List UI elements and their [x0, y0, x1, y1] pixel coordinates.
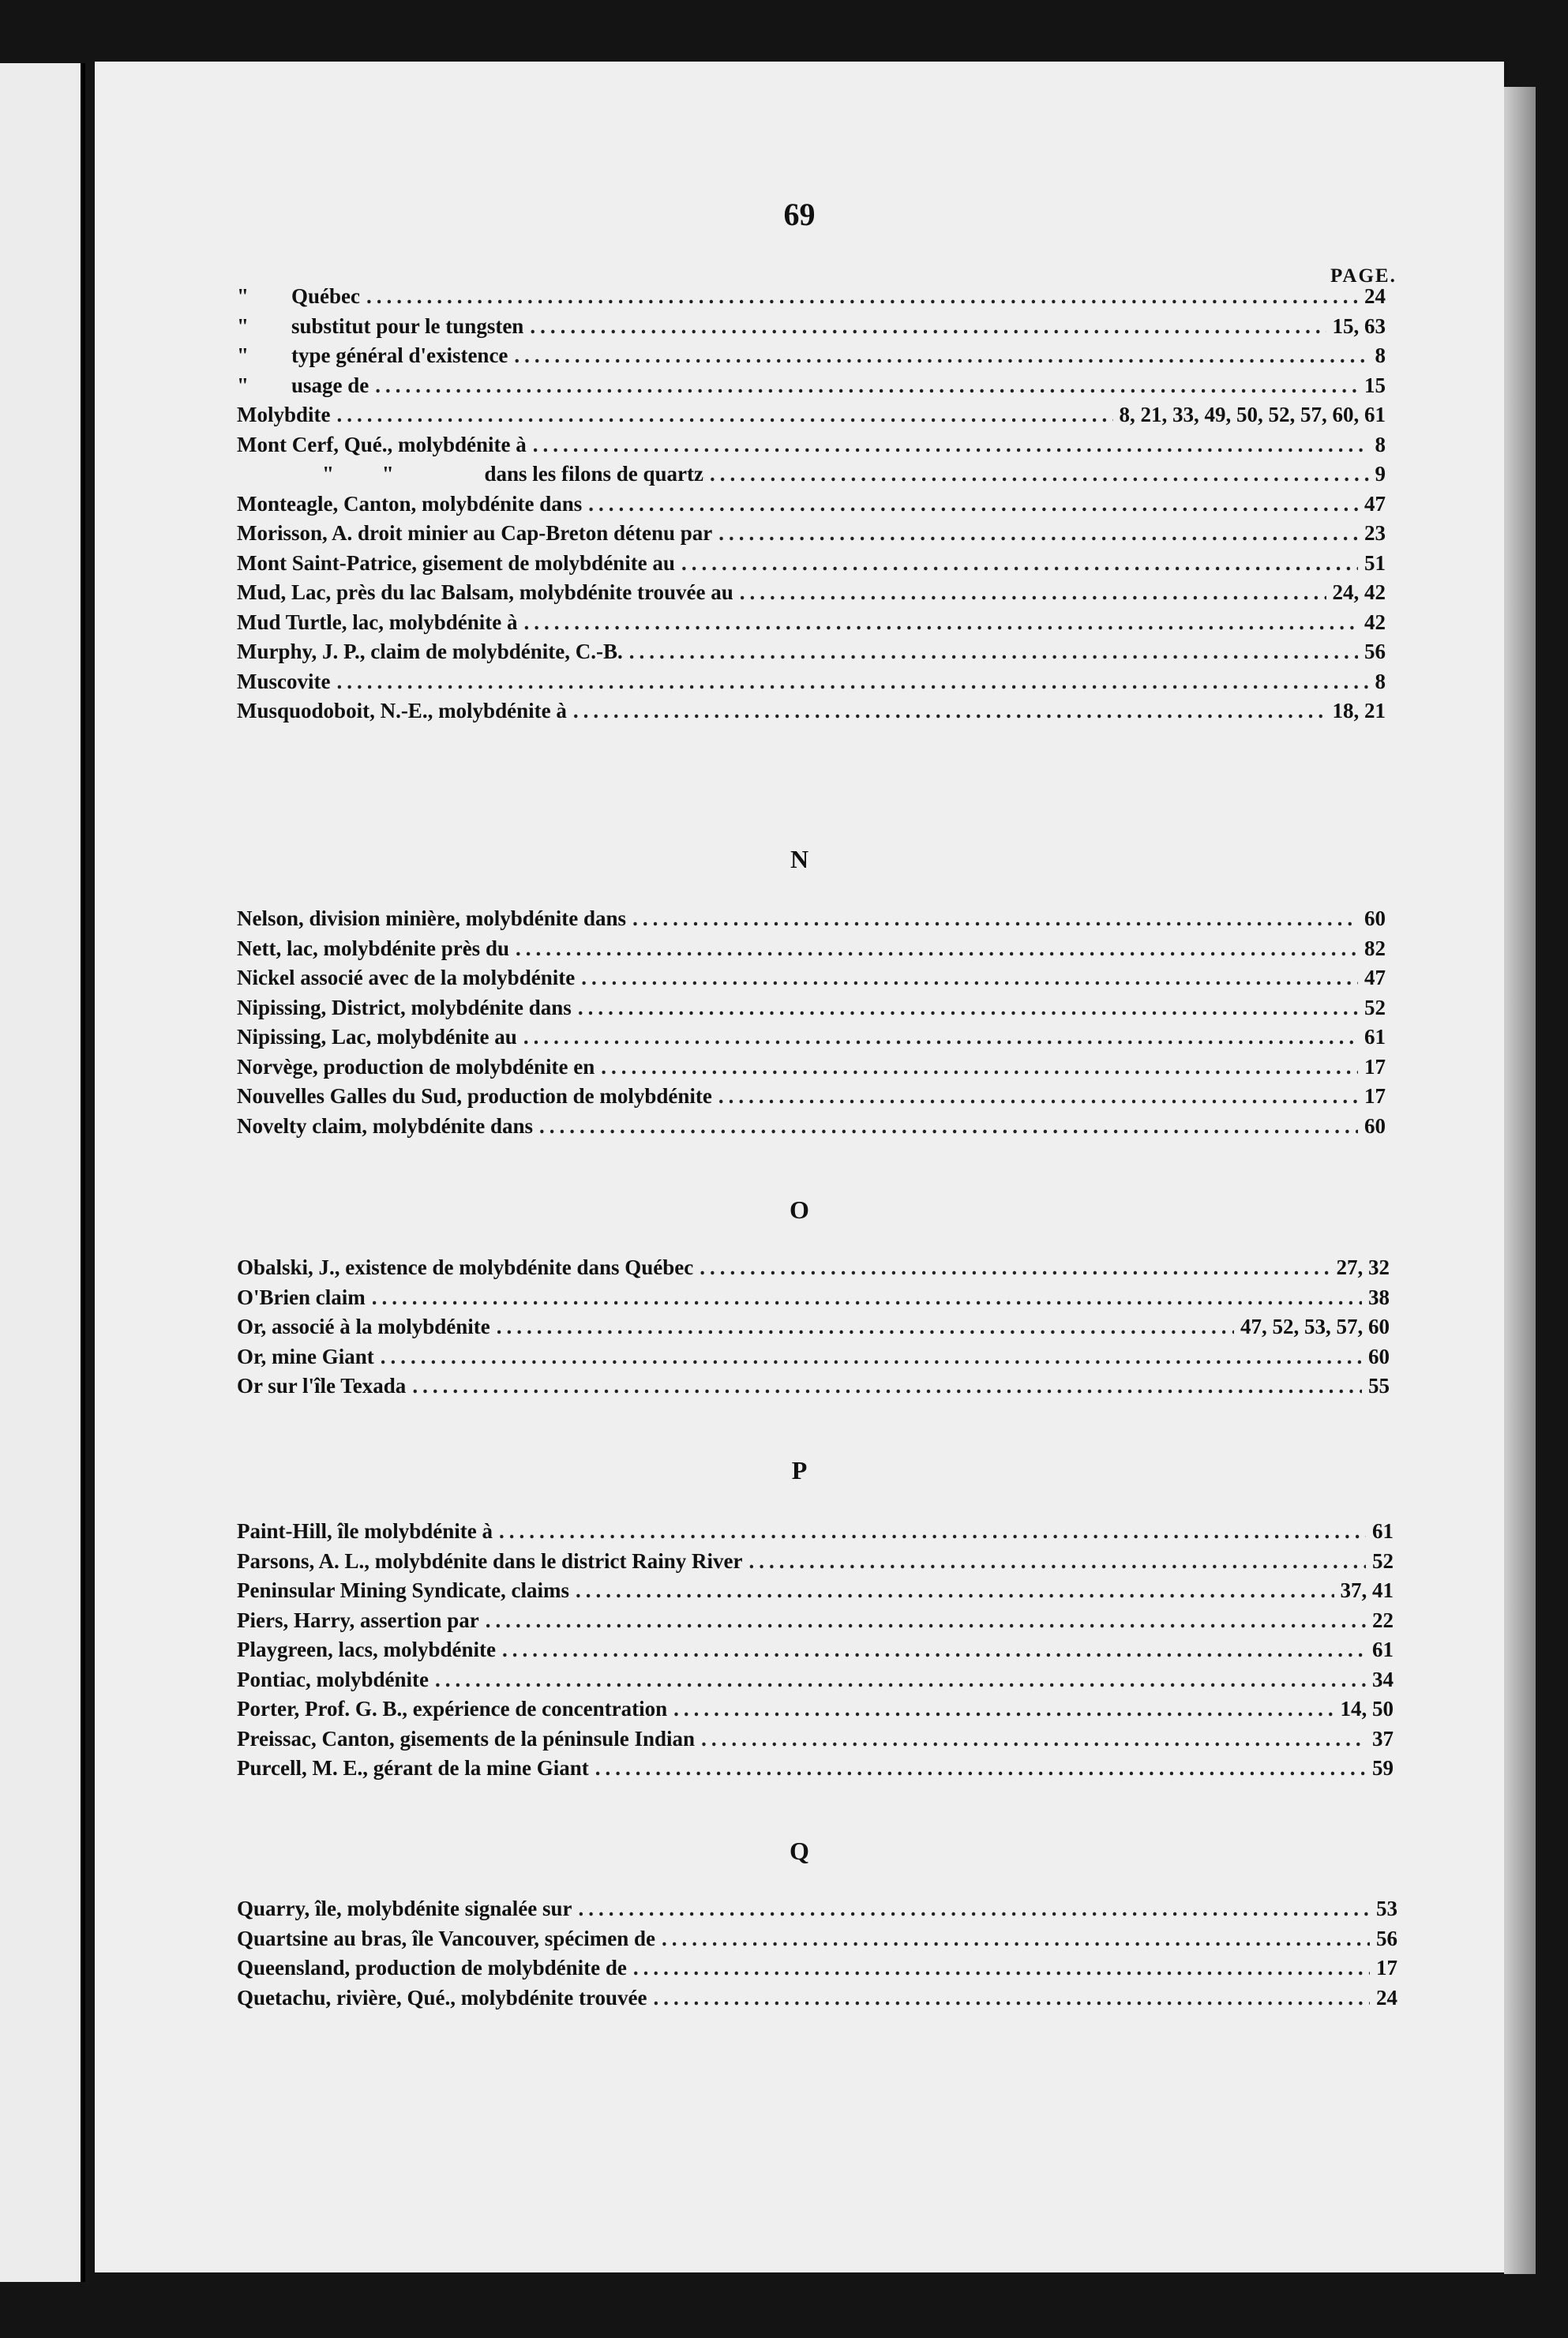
index-section-q [237, 1897, 1397, 2015]
entry-page: 17 [1364, 1084, 1386, 1108]
entry-text: Queensland, production de molybdénite de [237, 1956, 627, 1980]
entry-text: Or, associé à la molybdénite [237, 1315, 490, 1338]
dot-leader [366, 284, 1358, 309]
index-entry [237, 521, 1386, 551]
entry-text: Preissac, Canton, gisements de la péninsule Indian [237, 1726, 696, 1751]
entry-text: Parsons, A. L., molybdénite dans le district Rainy River [237, 1548, 743, 1573]
section-letter-p: P [791, 1456, 808, 1484]
dot-leader [632, 906, 1358, 931]
entry-page: 9 [1375, 462, 1386, 486]
index-entry [237, 343, 1386, 373]
entry-text: Quetachu, rivière, Qué., molybdénite trouvée [237, 1985, 647, 2010]
entry-page: 47 [1364, 966, 1386, 989]
index-entry [237, 403, 1386, 433]
index-entry [237, 1608, 1394, 1638]
entry-page: 8, 21, 33, 49, 50, 52, 57, 60, 61 [1119, 403, 1386, 426]
entry-page: 37, 41 [1340, 1578, 1394, 1602]
entry-text: Morisson, A. droit minier au Cap-Breton détenu par [237, 521, 713, 545]
entry-page: 23 [1364, 521, 1386, 545]
dot-leader [539, 1114, 1358, 1139]
entry-text: Monteagle, Canton, molybdénite dans [237, 491, 583, 516]
dot-leader [701, 1727, 1366, 1751]
adjacent-page-edge [0, 63, 85, 2282]
dot-leader [486, 1608, 1366, 1633]
entry-text: Quartsine au bras, île Vancouver, spécimen de [237, 1926, 656, 1950]
entry-text: Mont Cerf, Qué., molybdénite à [237, 432, 527, 456]
index-entry [237, 1519, 1394, 1549]
entry-page: 56 [1364, 640, 1386, 663]
dot-leader [601, 1055, 1358, 1079]
dot-leader [502, 1638, 1366, 1662]
index-entry [237, 640, 1386, 670]
entry-page: 53 [1376, 1897, 1397, 1920]
dot-leader [629, 640, 1358, 664]
dot-leader [381, 1345, 1362, 1369]
entry-text: Mont Saint-Patrice, gisement de molybdénite au [237, 550, 675, 575]
entry-text: Murphy, J. P., claim de molybdénite, C.-B. [237, 640, 623, 663]
index-entry [237, 1345, 1390, 1375]
entry-page: 24 [1364, 284, 1386, 308]
dot-leader [578, 996, 1358, 1020]
entry-page: 59 [1372, 1756, 1394, 1780]
entry-text: Pontiac, molybdénite [237, 1667, 429, 1691]
index-entry [237, 284, 1386, 314]
entry-text: Nouvelles Galles du Sud, production de molybdénite [237, 1084, 712, 1108]
entry-page: 55 [1368, 1374, 1390, 1398]
entry-page: 17 [1364, 1054, 1386, 1079]
index-entry [237, 1025, 1386, 1055]
entry-page: 17 [1376, 1956, 1397, 1980]
dot-leader [740, 580, 1326, 605]
entry-page: 8 [1375, 432, 1386, 456]
entry-text: Musquodoboit, N.-E., molybdénite à [237, 699, 567, 722]
index-entry [237, 1084, 1386, 1114]
entry-text: Peninsular Mining Syndicate, claims [237, 1578, 570, 1602]
section-letter-q: Q [790, 1837, 809, 1865]
entry-text: " type général d'existence [237, 343, 508, 367]
entry-page: 15, 63 [1332, 313, 1386, 338]
index-entry [237, 1756, 1394, 1786]
index-entry [237, 1255, 1390, 1285]
dot-leader [681, 551, 1358, 576]
entry-page: 8 [1375, 343, 1386, 367]
dot-leader [372, 1285, 1362, 1310]
index-page [95, 62, 1504, 2272]
index-entry [237, 670, 1386, 700]
dot-leader [710, 462, 1368, 486]
dot-leader [523, 1025, 1358, 1049]
dot-leader [497, 1315, 1234, 1339]
index-entry [237, 1668, 1394, 1698]
entry-text: " substitut pour le tungsten [237, 313, 524, 338]
dot-leader [700, 1255, 1330, 1280]
entry-text: Mud Turtle, lac, molybdénite à [237, 610, 518, 634]
index-entry [237, 699, 1386, 729]
index-entry [237, 1374, 1390, 1404]
entry-page: 51 [1364, 550, 1386, 575]
index-entry [237, 1986, 1397, 2016]
index-entry [237, 1927, 1397, 1957]
entry-page: 42 [1364, 610, 1386, 634]
entry-text: Nipissing, District, molybdénite dans [237, 995, 572, 1019]
entry-page: 27, 32 [1336, 1255, 1390, 1279]
entry-text: Norvège, production de molybdénite en [237, 1054, 595, 1079]
index-entry [237, 1897, 1397, 1927]
entry-text: Novelty claim, molybdénite dans [237, 1113, 533, 1138]
entry-page: 82 [1364, 936, 1386, 960]
entry-text: Nett, lac, molybdénite près du [237, 936, 509, 960]
entry-page: 60 [1364, 1113, 1386, 1138]
entry-page: 24 [1376, 1985, 1397, 2010]
entry-page: 47 [1364, 491, 1386, 516]
entry-text: Mud, Lac, près du lac Balsam, molybdénite trouvée au [237, 580, 733, 604]
dot-leader [336, 670, 1368, 694]
index-entry [237, 906, 1386, 936]
index-entry [237, 1114, 1386, 1144]
entry-page: 60 [1364, 906, 1386, 930]
entry-page: 18, 21 [1332, 699, 1386, 722]
entry-page: 47, 52, 53, 57, 60 [1240, 1315, 1390, 1338]
index-entry [237, 1315, 1390, 1345]
dot-leader [579, 1897, 1371, 1921]
entry-text: Quarry, île, molybdénite signalée sur [237, 1897, 572, 1920]
entry-page: 15 [1364, 373, 1386, 397]
dot-leader [516, 936, 1358, 961]
entry-text: Obalski, J., existence de molybdénite dans Québec [237, 1255, 694, 1279]
index-section-o [237, 1255, 1390, 1404]
index-entry [237, 1055, 1386, 1085]
entry-text: Purcell, M. E., gérant de la mine Giant [237, 1756, 589, 1780]
entry-page: 52 [1364, 995, 1386, 1019]
dot-leader [514, 343, 1368, 368]
entry-text: Paint-Hill, île molybdénite à [237, 1519, 493, 1543]
page-edge-shadow [1504, 87, 1536, 2274]
dot-leader [499, 1519, 1366, 1544]
index-entry [237, 1578, 1394, 1608]
dot-leader [581, 966, 1358, 990]
entry-page: 37 [1372, 1726, 1394, 1751]
dot-leader [662, 1927, 1370, 1951]
entry-page: 61 [1372, 1519, 1394, 1543]
entry-page: 22 [1372, 1608, 1394, 1632]
entry-text: Piers, Harry, assertion par [237, 1608, 479, 1632]
index-section-p [237, 1519, 1394, 1786]
dot-leader [673, 1697, 1334, 1721]
entry-text: Or sur l'île Texada [237, 1374, 407, 1398]
dot-leader [524, 610, 1358, 635]
dot-leader [749, 1549, 1366, 1574]
entry-page: 61 [1372, 1638, 1394, 1661]
index-entry [237, 610, 1386, 640]
dot-leader [718, 1084, 1358, 1109]
dot-leader [375, 373, 1358, 398]
page-number: 69 [783, 197, 816, 232]
index-entry [237, 492, 1386, 522]
dot-leader [412, 1374, 1362, 1398]
entry-page: 38 [1368, 1285, 1390, 1309]
entry-page: 14, 50 [1340, 1697, 1394, 1721]
entry-text: Nipissing, Lac, molybdénite au [237, 1025, 517, 1049]
index-entry [237, 551, 1386, 581]
entry-text: Porter, Prof. G. B., expérience de concentration [237, 1697, 668, 1721]
dot-leader [595, 1756, 1366, 1781]
dot-leader [633, 1956, 1370, 1980]
page-column-header: PAGE. [1330, 265, 1397, 287]
index-entry [237, 1285, 1390, 1315]
index-entry [237, 580, 1386, 610]
section-letter-o: O [790, 1195, 809, 1224]
entry-page: 56 [1376, 1926, 1397, 1950]
dot-leader [530, 314, 1326, 339]
index-section-n [237, 906, 1386, 1143]
entry-text: Muscovite [237, 669, 331, 693]
index-entry [237, 433, 1386, 463]
index-entry [237, 314, 1386, 344]
entry-text: O'Brien claim [237, 1285, 366, 1309]
section-letter-n: N [790, 845, 809, 873]
entry-text: " usage de [237, 373, 369, 397]
dot-leader [435, 1668, 1366, 1692]
entry-page: 61 [1364, 1025, 1386, 1049]
index-entry [237, 1549, 1394, 1579]
dot-leader [533, 433, 1369, 457]
index-entry [237, 966, 1386, 996]
entry-text: " Québec [237, 284, 360, 308]
index-section-m [237, 284, 1386, 729]
dot-leader [718, 521, 1358, 546]
index-entry [237, 1638, 1394, 1668]
dot-leader [576, 1578, 1334, 1603]
entry-text: Playgreen, lacs, molybdénite [237, 1638, 496, 1661]
entry-text: Or, mine Giant [237, 1344, 374, 1368]
dot-leader [588, 492, 1358, 516]
index-entry [237, 462, 1386, 492]
entry-page: 52 [1372, 1548, 1394, 1573]
entry-page: 34 [1372, 1667, 1394, 1691]
entry-text: Nickel associé avec de la molybdénite [237, 966, 576, 989]
index-entry [237, 1956, 1397, 1986]
entry-page: 24, 42 [1332, 580, 1386, 604]
dot-leader [337, 403, 1113, 427]
entry-page: 60 [1368, 1344, 1390, 1368]
dot-leader [653, 1986, 1370, 2010]
index-entry [237, 936, 1386, 966]
index-entry [237, 1727, 1394, 1757]
entry-text: " " dans les filons de quartz [237, 462, 704, 486]
index-entry [237, 1697, 1394, 1727]
dot-leader [573, 699, 1326, 723]
entry-text: Molybdite [237, 403, 331, 426]
index-entry [237, 996, 1386, 1026]
index-entry [237, 373, 1386, 403]
entry-text: Nelson, division minière, molybdénite dans [237, 906, 627, 930]
entry-page: 8 [1375, 669, 1386, 693]
